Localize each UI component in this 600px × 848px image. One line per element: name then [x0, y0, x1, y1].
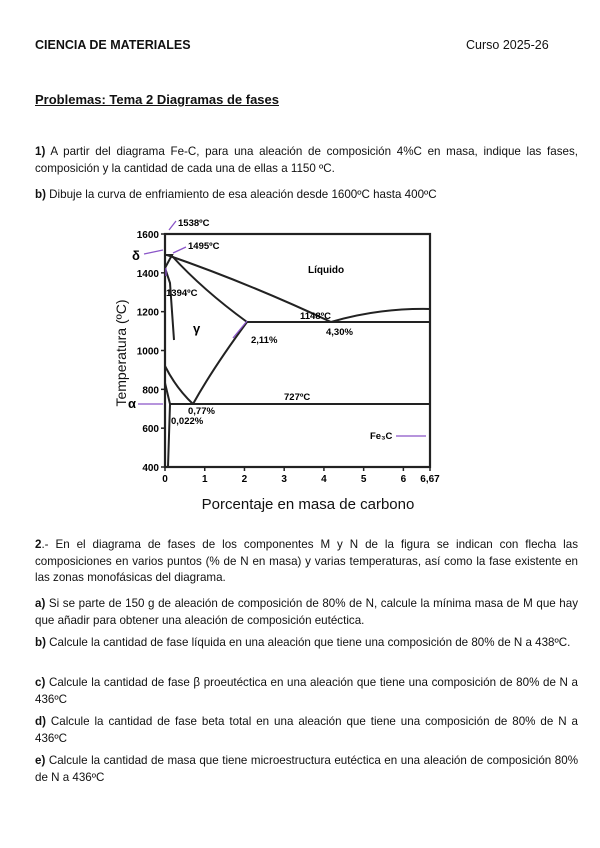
x-tick-label: 5	[360, 474, 367, 485]
problem-2d-statement	[35, 714, 578, 747]
x-tick-label: 1	[201, 474, 208, 485]
label-fe3c: Fe₃C	[370, 431, 393, 442]
problem-2-intro: .- En el diagrama de fases de los componentes M y N de la figura se indican con flecha las composiciones en varios puntos (% de N en masa) y varias temperaturas, así como la fase existente en las zonas monofásicas del diagrama.	[35, 538, 578, 584]
problem-2a-statement	[35, 596, 578, 629]
label-1538: 1538ºC	[178, 218, 210, 229]
x-axis-label: Porcentaje en masa de carbono	[201, 496, 415, 513]
label-1495: 1495ºC	[188, 241, 220, 252]
problem-2-number: 2	[35, 538, 42, 551]
y-axis-ticks	[137, 230, 165, 474]
y-tick-label: 1600	[136, 230, 159, 241]
problem-2d-text: Calcule la cantidad de fase beta total en una aleación que tiene una composición de 80% de N a 436ºC	[35, 715, 578, 745]
label-430: 4,30%	[326, 327, 353, 338]
x-tick-label: 2	[241, 474, 248, 485]
problem-2b-label: b)	[35, 636, 46, 649]
arrow-211	[233, 321, 247, 338]
acm-line	[193, 322, 247, 404]
label-gamma: γ	[193, 321, 201, 336]
liquidus-right-line	[331, 309, 430, 322]
y-axis-label: Temperatura (ºC)	[113, 299, 129, 407]
problem-2a-label: a)	[35, 597, 46, 610]
arrow-delta	[144, 250, 163, 254]
y-tick-label: 1400	[136, 268, 159, 280]
problem-2b-statement	[35, 635, 578, 652]
problem-1b-label: b)	[35, 188, 46, 201]
label-1148: 1148ºC	[300, 311, 331, 322]
problem-2-statement	[35, 537, 578, 587]
problem-1b-statement	[35, 187, 578, 204]
course-label: Curso 2025-26	[466, 38, 549, 52]
label-211: 2,11%	[251, 335, 278, 346]
label-727: 727ºC	[284, 392, 311, 403]
problem-2b-text: Calcule la cantidad de fase líquida en una aleación que tiene una composición de 80% de N a 438ºC.	[45, 636, 571, 649]
label-077: 0,77%	[188, 406, 215, 417]
problem-2e-statement	[35, 753, 578, 786]
problem-2d-label: d)	[35, 715, 46, 728]
page-title: Problemas: Tema 2 Diagramas de fases	[35, 92, 279, 107]
problem-2c-statement	[35, 675, 578, 708]
arrow-1495	[173, 247, 186, 253]
problem-1-number: 1)	[35, 145, 46, 158]
arrow-1538	[169, 221, 176, 230]
problem-1b-text: Dibuje la curva de enfriamiento de esa aleación desde 1600ºC hasta 400ºC	[45, 188, 437, 201]
fe-c-phase-diagram	[108, 208, 448, 513]
problem-1-statement	[35, 144, 578, 177]
x-tick-label: 3	[281, 474, 287, 485]
label-0022: 0,022%	[171, 416, 204, 427]
problem-2c-label: c)	[35, 676, 46, 689]
gamma-left-boundary	[165, 268, 174, 340]
problem-1-text: A partir del diagrama Fe-C, para una aleación de composición 4%C en masa, indique las fases, composición y la cantidad de cada una de ellas a 1150 ºC.	[35, 145, 578, 175]
y-tick-label: 1000	[136, 346, 159, 358]
y-tick-label: 400	[142, 463, 159, 474]
x-tick-label: 0	[162, 474, 168, 485]
x-tick-label: 4	[321, 474, 327, 485]
label-alpha: α	[128, 396, 136, 411]
x-axis-ticks	[162, 467, 440, 485]
problem-2c-text: Calcule la cantidad de fase β proeutéctica en una aleación que tiene una composición de 80% de N a 436ºC	[35, 676, 578, 706]
label-delta: δ	[132, 248, 140, 263]
x-tick-label: 6,67	[420, 474, 440, 485]
problem-2a-text: Si se parte de 150 g de aleación de composición de 80% de N, calcule la mínima masa de M que hay que añadir para obtener una aleación de composición eutéctica.	[35, 597, 578, 627]
label-liquido: Líquido	[308, 265, 345, 276]
y-tick-label: 600	[142, 424, 159, 436]
problem-2e-text: Calcule la cantidad de masa que tiene microestructura eutéctica en una aleación de composición 80% de N a 436ºC	[35, 754, 578, 784]
y-tick-label: 1200	[136, 307, 159, 319]
y-tick-label: 800	[142, 385, 159, 397]
label-1394: 1394ºC	[166, 288, 198, 299]
problem-2e-label: e)	[35, 754, 46, 767]
x-tick-label: 6	[400, 474, 407, 485]
subject-heading: CIENCIA DE MATERIALES	[35, 38, 191, 52]
